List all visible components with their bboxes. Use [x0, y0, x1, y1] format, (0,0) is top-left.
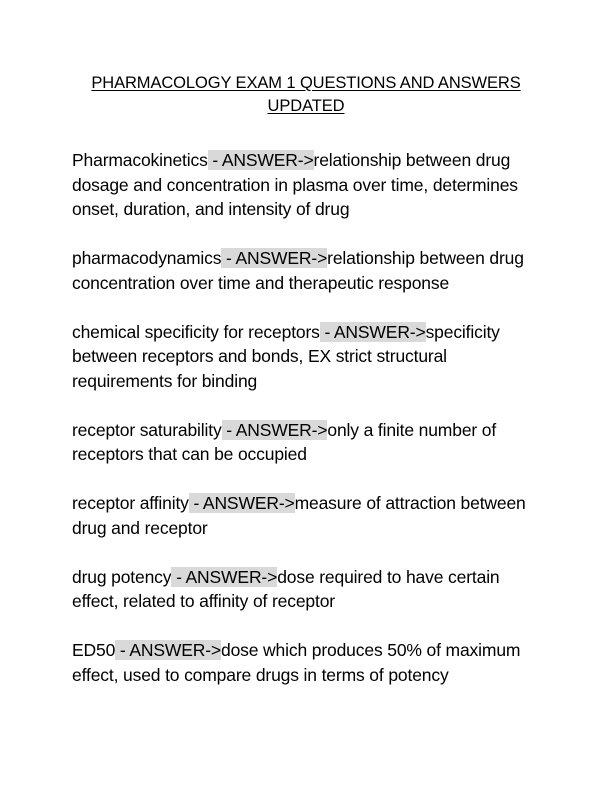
entry-pharmacodynamics — [72, 246, 550, 295]
entry-term: ED50 — [72, 640, 116, 660]
entry-pharmacokinetics — [72, 148, 550, 222]
entry-answer: relationship between drug concentration over time and therapeutic response — [72, 248, 524, 293]
entry-answer: specificity between receptors and bonds, EX strict structural requirements for binding — [72, 321, 500, 391]
answer-marker: - ANSWER-> — [319, 321, 426, 342]
entry-ed50 — [72, 638, 550, 687]
entry-answer: dose which produces 50% of maximum effect, used to compare drugs in terms of potency — [72, 640, 521, 685]
entry-term: Pharmacokinetics — [72, 150, 208, 170]
entry-answer: only a finite number of receptors that can be occupied — [72, 419, 497, 464]
document-title: PHARMACOLOGY EXAM 1 QUESTIONS AND ANSWERS UPDATED — [91, 74, 521, 115]
answer-marker: - ANSWER-> — [171, 566, 278, 587]
answer-marker: - ANSWER-> — [188, 493, 295, 513]
entry-chemical-specificity — [72, 320, 550, 394]
entry-list — [72, 148, 550, 712]
entry-term: pharmacodynamics — [72, 248, 222, 268]
entry-drug-potency — [72, 565, 550, 614]
entry-receptor-affinity — [72, 491, 550, 540]
entry-answer: relationship between drug dosage and concentration in plasma over time, determines onset, duration, and intensity of drug — [72, 150, 518, 219]
entry-answer: measure of attraction between drug and receptor — [72, 493, 526, 538]
answer-marker: - ANSWER-> — [221, 419, 328, 440]
entry-answer: dose required to have certain effect, related to affinity of receptor — [72, 566, 500, 611]
entry-term: drug potency — [72, 566, 172, 587]
entry-receptor-saturability — [72, 418, 550, 467]
entry-term: receptor affinity — [72, 493, 189, 513]
answer-marker: - ANSWER-> — [115, 640, 221, 660]
entry-term: receptor saturability — [72, 419, 222, 440]
answer-marker: - ANSWER-> — [207, 150, 314, 170]
entry-term: chemical specificity for receptors — [72, 321, 320, 342]
answer-marker: - ANSWER-> — [221, 248, 328, 268]
